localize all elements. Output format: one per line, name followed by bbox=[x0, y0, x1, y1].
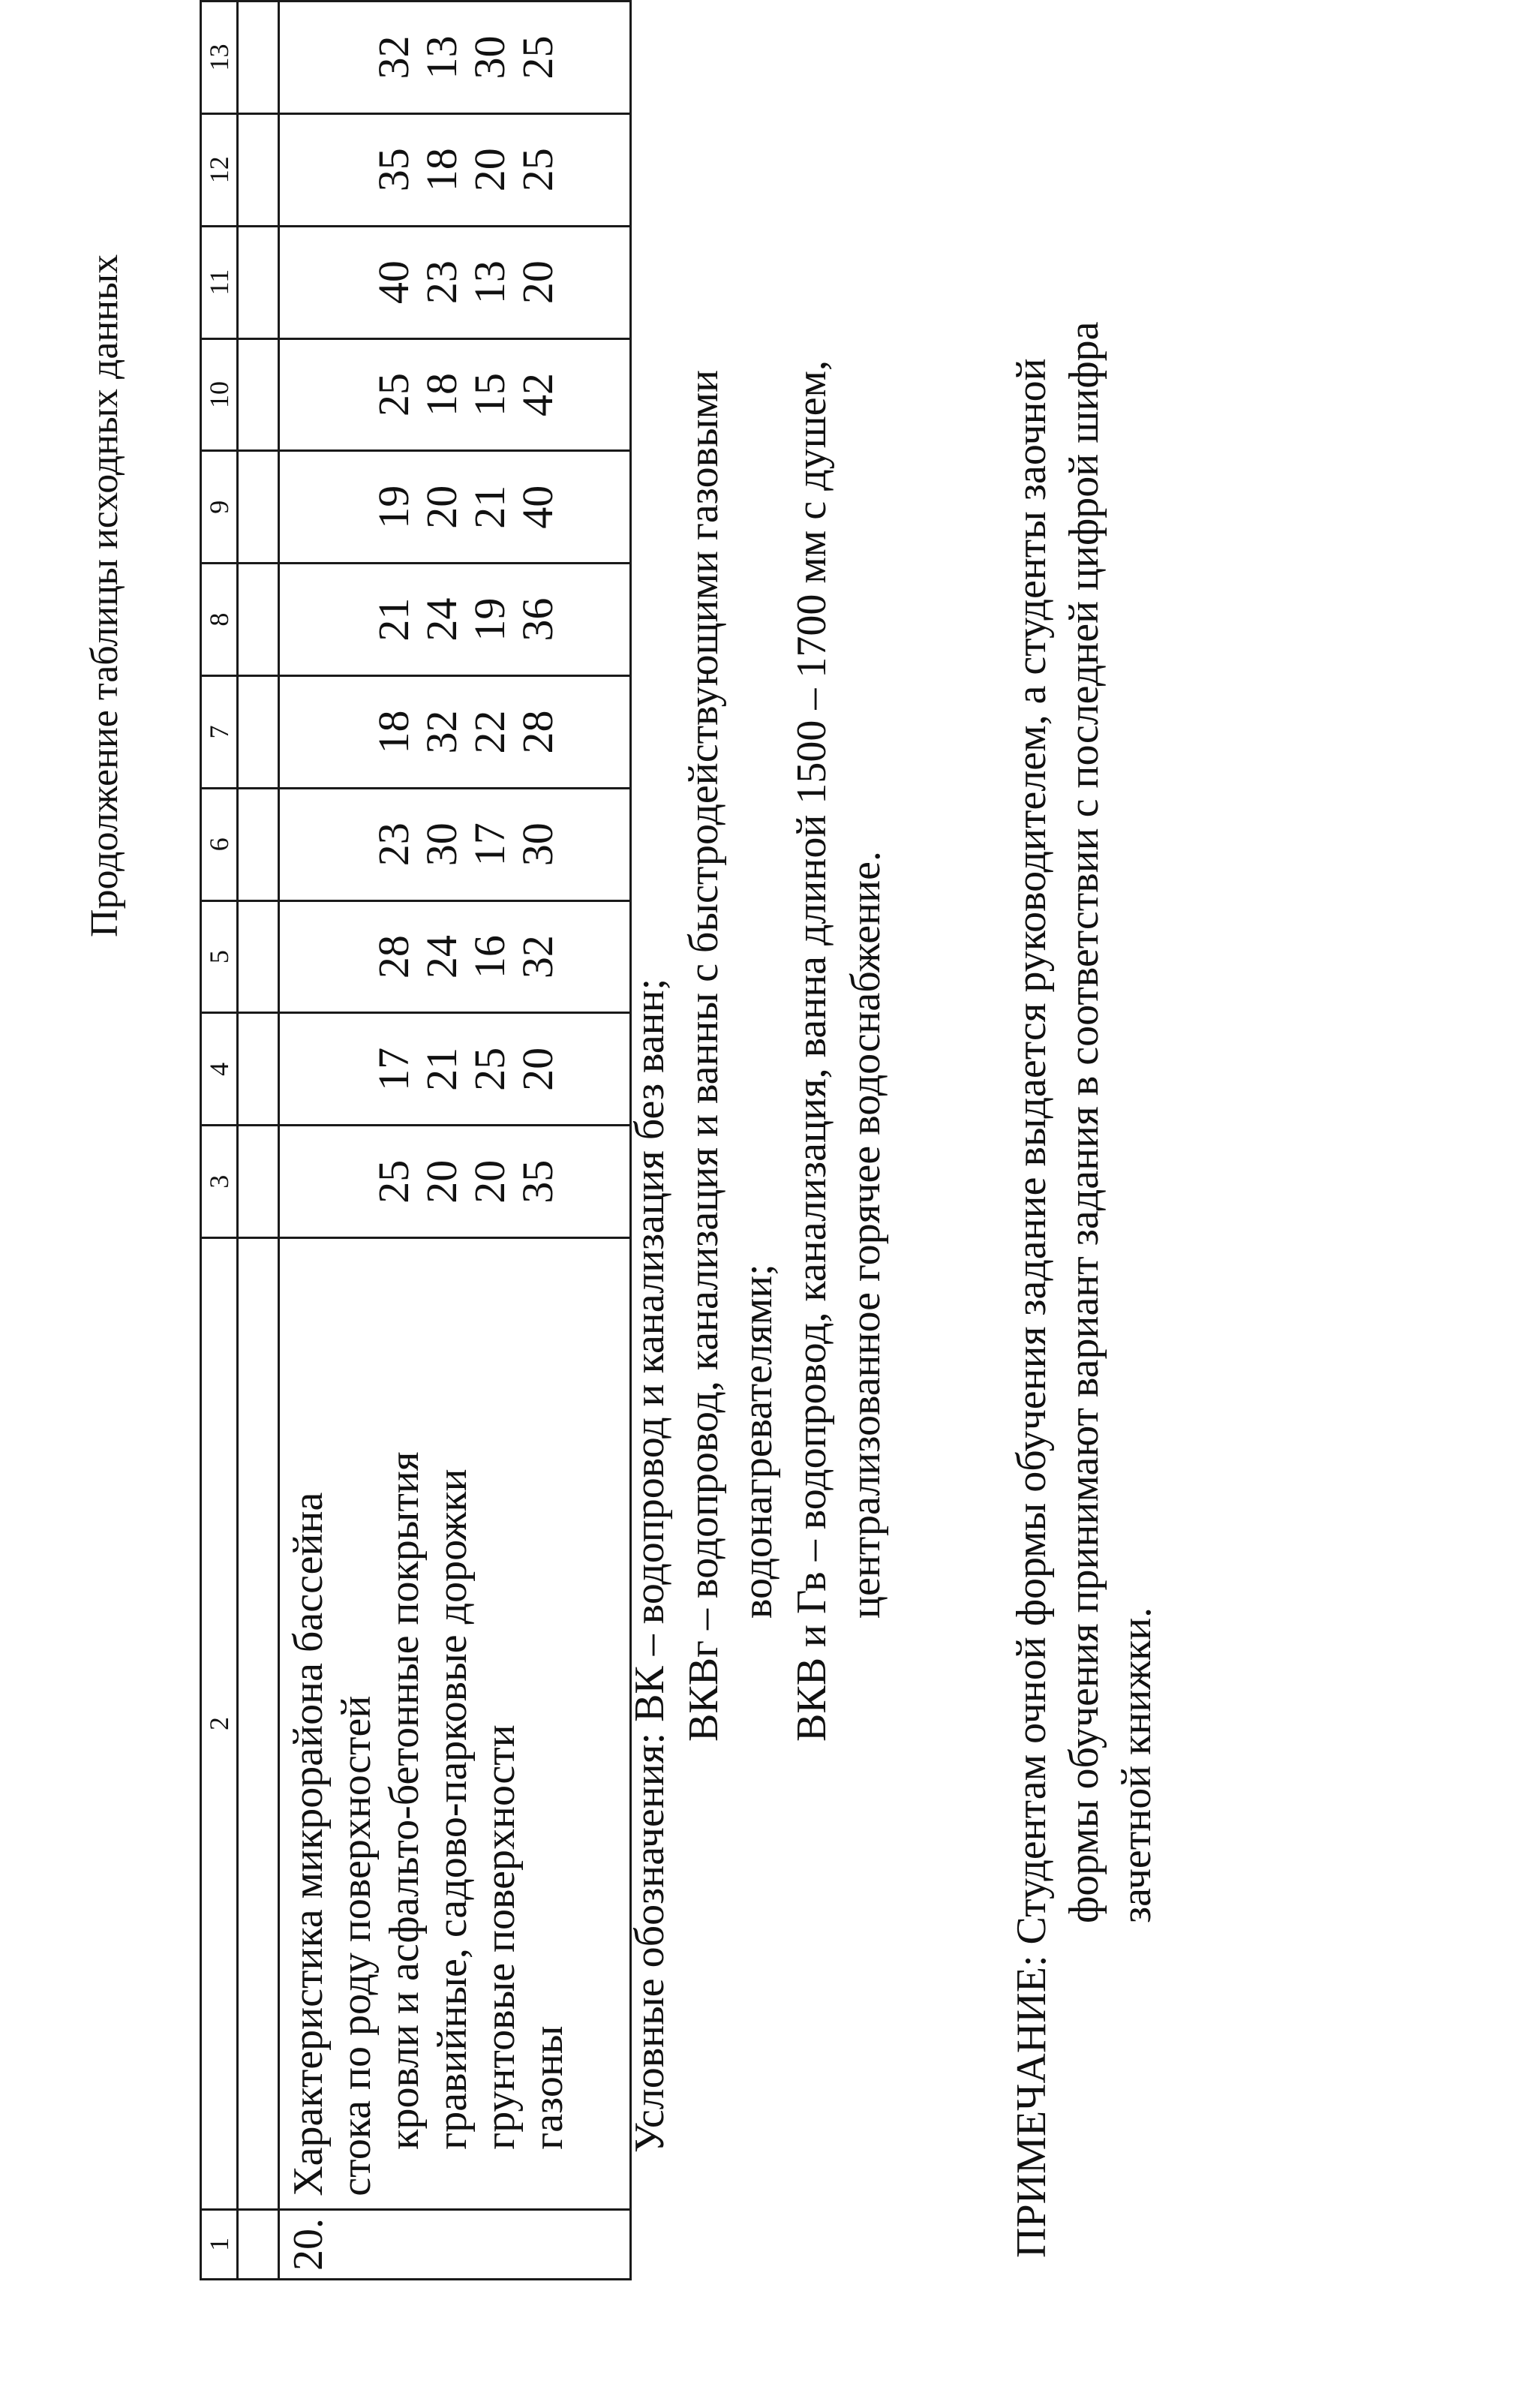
description-line: Характеристика микрорайона бассейна bbox=[285, 1492, 332, 2196]
row-number-cell bbox=[279, 2209, 631, 2279]
value: 17 bbox=[465, 822, 514, 867]
header-cell: 6 bbox=[201, 788, 238, 900]
value: 23 bbox=[417, 260, 466, 305]
variant-cell-11 bbox=[279, 226, 631, 338]
header-cell: 11 bbox=[201, 226, 238, 338]
header-cell: 4 bbox=[201, 1013, 238, 1126]
variant-cell-3 bbox=[279, 1126, 631, 1238]
spacer-cell bbox=[238, 451, 279, 564]
value: 40 bbox=[369, 260, 418, 305]
value: 30 bbox=[513, 822, 562, 867]
column-number-row bbox=[201, 2, 238, 2280]
variant-cell-6 bbox=[279, 788, 631, 900]
surface-type-roofs: кровли и асфальто-бетонные покрытия bbox=[381, 1451, 428, 2150]
spacer-cell bbox=[238, 1238, 279, 2210]
legend-line: Условные обозначения: ВК – водопровод и канализация без ванн; bbox=[626, 978, 673, 2153]
spacer-cell bbox=[238, 1126, 279, 1238]
source-data-table bbox=[200, 0, 632, 2280]
value: 28 bbox=[513, 710, 562, 754]
spacer-cell bbox=[238, 900, 279, 1013]
surface-type-lawns: газоны bbox=[525, 2025, 572, 2150]
value: 21 bbox=[465, 485, 514, 529]
spacer-cell bbox=[238, 226, 279, 338]
spacer-cell bbox=[238, 676, 279, 789]
description-cell bbox=[279, 1238, 631, 2210]
legend-line: водонагревателями; bbox=[734, 1264, 781, 1619]
value: 32 bbox=[417, 710, 466, 754]
value: 23 bbox=[369, 822, 418, 867]
spacer-cell bbox=[238, 1013, 279, 1126]
note-line: ПРИМЕЧАНИЕ: Студентам очной формы обучения задание выдается руководителем, а студенты заочной bbox=[1008, 358, 1055, 2258]
value: 36 bbox=[513, 597, 562, 642]
variant-cell-9 bbox=[279, 451, 631, 564]
value: 40 bbox=[513, 485, 562, 529]
legend-line: централизованное горячее водоснабжение. bbox=[843, 851, 889, 1619]
surface-type-ground: грунтовые поверхности bbox=[477, 1724, 524, 2150]
description-line: стока по роду поверхностей bbox=[333, 1695, 380, 2196]
value: 25 bbox=[369, 1159, 418, 1204]
variant-cell-13 bbox=[279, 2, 631, 114]
value: 18 bbox=[417, 148, 466, 192]
value: 18 bbox=[369, 710, 418, 754]
variant-cell-10 bbox=[279, 338, 631, 451]
header-cell: 10 bbox=[201, 338, 238, 451]
header-cell: 1 bbox=[201, 2209, 238, 2279]
value: 25 bbox=[513, 148, 562, 192]
value: 15 bbox=[465, 372, 514, 416]
spacer-row bbox=[238, 2, 279, 2280]
note-block bbox=[1005, 322, 1163, 2258]
row-number: 20. bbox=[285, 2218, 332, 2271]
header-cell: 3 bbox=[201, 1126, 238, 1238]
value: 32 bbox=[369, 35, 418, 80]
surface-type-gravel: гравийные, садово-парковые дорожки bbox=[429, 1469, 476, 2150]
value: 25 bbox=[369, 372, 418, 416]
value: 18 bbox=[417, 372, 466, 416]
value: 19 bbox=[369, 485, 418, 529]
legend-line: ВКВг – водопровод, канализация и ванны с быстродействующими газовыми bbox=[680, 369, 727, 1742]
value: 13 bbox=[417, 35, 466, 80]
value: 35 bbox=[513, 1159, 562, 1204]
variant-cell-5 bbox=[279, 900, 631, 1013]
value: 21 bbox=[417, 1047, 466, 1091]
table-continuation-title: Продолжение таблицы исходных данных bbox=[83, 254, 126, 937]
value: 20 bbox=[465, 1159, 514, 1204]
header-cell: 5 bbox=[201, 900, 238, 1013]
spacer-cell bbox=[238, 338, 279, 451]
value: 28 bbox=[369, 935, 418, 979]
spacer-cell bbox=[238, 2209, 279, 2279]
variant-cell-8 bbox=[279, 564, 631, 676]
header-cell: 13 bbox=[201, 2, 238, 114]
value: 19 bbox=[465, 597, 514, 642]
spacer-cell bbox=[238, 2, 279, 114]
header-cell: 2 bbox=[201, 1238, 238, 2210]
legend-line: ВКВ и Гв – водопровод, канализация, ванна длиной 1500 – 1700 мм с душем, bbox=[789, 360, 835, 1742]
value: 16 bbox=[465, 935, 514, 979]
value: 42 bbox=[513, 372, 562, 416]
value: 13 bbox=[465, 260, 514, 305]
value: 24 bbox=[417, 597, 466, 642]
value: 20 bbox=[513, 1047, 562, 1091]
variant-cell-4 bbox=[279, 1013, 631, 1126]
variant-cell-12 bbox=[279, 113, 631, 226]
value: 35 bbox=[369, 148, 418, 192]
value: 25 bbox=[465, 1047, 514, 1091]
value: 20 bbox=[417, 1159, 466, 1204]
value: 21 bbox=[369, 597, 418, 642]
value: 32 bbox=[513, 935, 562, 979]
value: 20 bbox=[417, 485, 466, 529]
legend-block bbox=[623, 360, 893, 2153]
note-line: формы обучения принимают вариант задания в соответствии с последней цифрой шифра bbox=[1061, 321, 1107, 1923]
value: 24 bbox=[417, 935, 466, 979]
header-cell: 8 bbox=[201, 564, 238, 676]
value: 22 bbox=[465, 710, 514, 754]
variant-cell-7 bbox=[279, 676, 631, 789]
value: 20 bbox=[513, 260, 562, 305]
header-cell: 9 bbox=[201, 451, 238, 564]
spacer-cell bbox=[238, 788, 279, 900]
spacer-cell bbox=[238, 564, 279, 676]
spacer-cell bbox=[238, 113, 279, 226]
value: 25 bbox=[513, 35, 562, 80]
value: 30 bbox=[465, 35, 514, 80]
header-cell: 12 bbox=[201, 113, 238, 226]
value: 17 bbox=[369, 1047, 418, 1091]
value: 30 bbox=[417, 822, 466, 867]
note-line: зачетной книжки. bbox=[1113, 1607, 1160, 1923]
value: 20 bbox=[465, 148, 514, 192]
header-cell: 7 bbox=[201, 676, 238, 789]
table-row bbox=[279, 2, 631, 2280]
